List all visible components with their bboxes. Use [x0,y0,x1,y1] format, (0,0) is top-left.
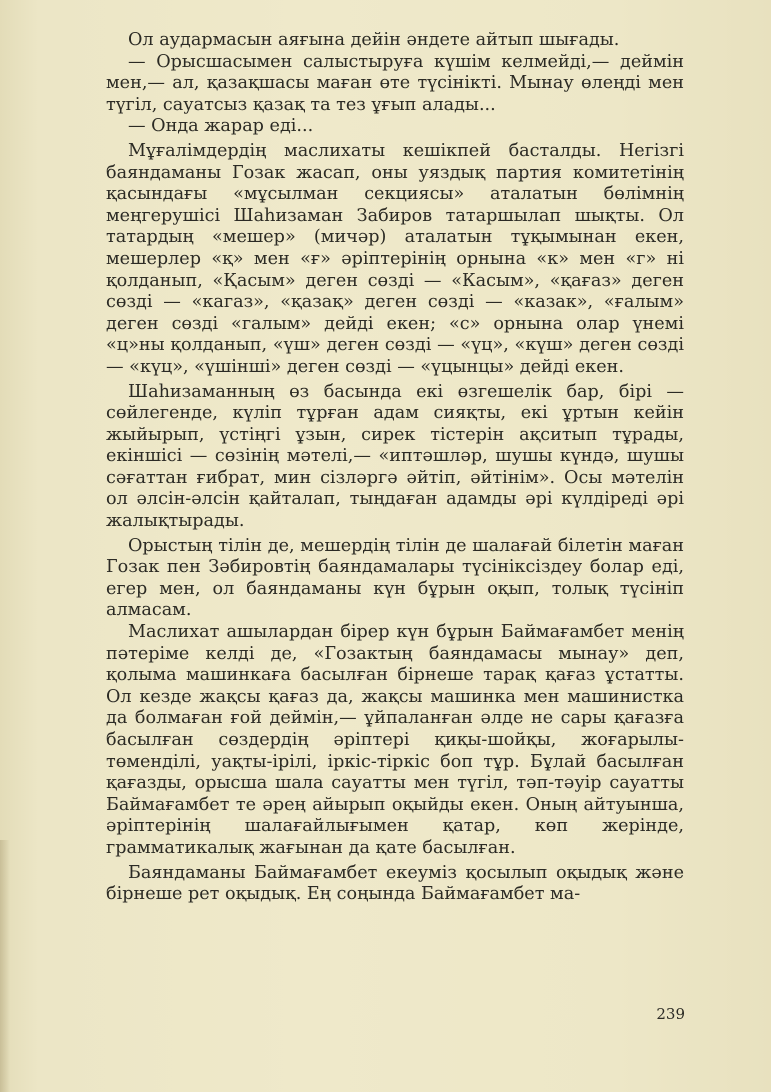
paragraph-5: Шаһизаманның өз басында екі өзгешелік бар, бірі — сөйлегенде, күліп тұрған адам сияқты, екі ұртын кейін жыйырып, үстіңгі ұзын, сирек тістерін ақситып тұрады, екіншісі — сөзінің мәтелі,— «иптәшләр, шушы күндә, шушы сәғаттан ғибрат, мин сізләргә әйтіп, әйтінім». Осы мәтелін ол әлсін-әлсін қайталап, тыңдаған адамды әрі күлдіреді әрі жалықтырады. [106,381,684,532]
paragraph-8: Баяндаманы Баймағамбет екеуміз қосылып оқыдық және бірнеше рет оқыдық. Ең соңында Баймағамбет ма- [106,862,684,905]
paragraph-6: Орыстың тілін де, мешердің тілін де шалағай білетін маған Гозак пен Зәбировтің баяндамалары түсініксіздеу болар еді, егер мен, ол баяндаманы күн бұрын оқып, толық түсініп алмасам. [106,535,684,621]
paragraph-3: — Онда жарар еді... [128,116,314,137]
page-text [106,30,684,906]
paragraph-2: — Орысшасымен салыстыруға күшім келмейді,— деймін мен,— ал, қазақшасы маған өте түсінікті. Мынау өлеңді мен түгіл, сауатсыз қазақ та тез ұғып алады... [106,51,684,115]
page-number: 239 [656,1005,685,1023]
paragraph-4: Мұғалімдердің маслихаты кешікпей басталды. Негізгі баяндаманы Гозак жасап, оны уяздық партия комитетінің қасындағы «мұсылман секциясы» аталатын бөлімнің меңгерушісі Шаһизаман Забиров татаршылап шықты. Ол татардың «мешер» (мичәр) аталатын тұқымынан екен, мешерлер «қ» мен «ғ» әріптерінің орнына «к» мен «г» ні қолданып, «Қасым» деген сөзді — «Касым», «қағаз» деген сөзді — «кагаз», «қазақ» деген сөзді — «казак», «ғалым» деген сөзді «галым» дейді екен; «с» орнына олар үнемі «ц»ны қолданып, «үш» деген сөзді — «үц», «күш» деген сөзді — «күц», «үшінші» деген сөзді — «үцынцы» дейді екен. [106,140,684,377]
paragraph-7: Маслихат ашылардан бірер күн бұрын Баймағамбет менің пәтеріме келді де, «Гозактың баяндамасы мынау» деп, қолыма машинкаға басылған бірнеше тарақ қағаз ұстатты. Ол кезде жақсы қағаз да, жақсы машинка мен машинистка да болмаған ғой деймін,— ұйпаланған әлде не сары қағазға басылған сөздердің әріптері қиқы-шойқы, жоғарылы-төменділі, уақты-ірілі, іркіс-тіркіс боп тұр. Бұлай басылған қағазды, орысша шала сауатты мен түгіл, тәп-тәуір сауатты Баймағамбет те әрең айырып оқыйды екен. Оның айтуынша, әріптерінің шалағайлығымен қатар, көп жерінде, грамматикалық жағынан да қате басылған. [106,622,684,858]
page-edge-shadow [0,840,10,1092]
paragraph-1: Ол аудармасын аяғына дейін әндете айтып шығады. [128,30,620,50]
